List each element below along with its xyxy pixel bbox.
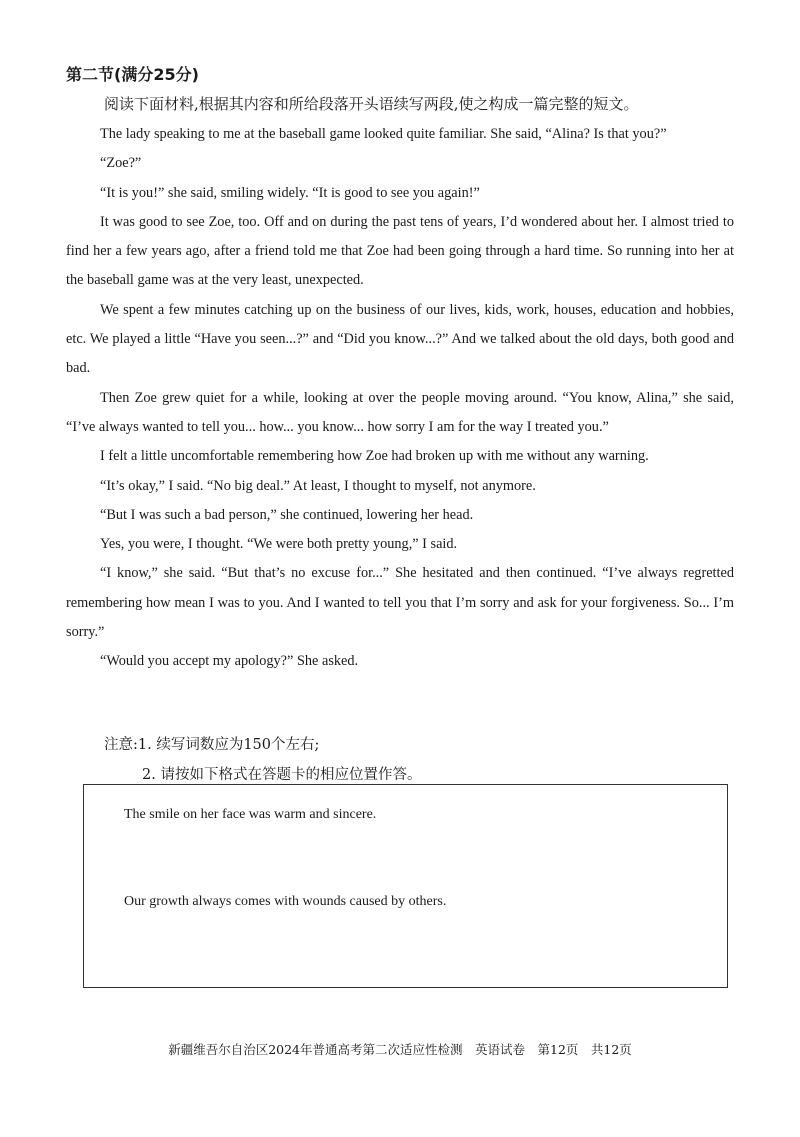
paragraph: “Zoe?” <box>100 155 142 172</box>
page-footer: 新疆维吾尔自治区2024年普通高考第二次适应性检测 英语试卷 第12页 共12页 <box>168 1042 632 1057</box>
section-title: 第二节(满分25分) <box>66 65 199 84</box>
paragraph: “It is you!” she said, smiling widely. “It is good to see you again!” <box>100 184 480 201</box>
paragraph: “Would you accept my apology?” She asked. <box>100 653 359 670</box>
note-word-count: 注意:1. 续写词数应为150个左右; <box>104 737 320 753</box>
instruction: 阅读下面材料,根据其内容和所给段落开头语续写两段,使之构成一篇完整的短文。 <box>104 95 639 113</box>
notes <box>104 730 421 790</box>
continuation-opening-2: Our growth always comes with wounds caused by others. <box>124 894 447 909</box>
paragraph: It was good to see Zoe, too. Off and on during the past tens of years, I’d wondered about her. I almost tried to find her a few years ago, after a friend told me that Zoe had been going through a hard time. So running into her at the baseball game was at the very least, unexpected. <box>66 213 734 289</box>
paragraph: “But I was such a bad person,” she continued, lowering her head. <box>100 506 474 523</box>
paragraph: Yes, you were, I thought. “We were both pretty young,” I said. <box>100 536 458 553</box>
paragraph: I felt a little uncomfortable remembering how Zoe had broken up with me without any warning. <box>100 448 649 465</box>
paragraph: Then Zoe grew quiet for a while, looking at over the people moving around. “You know, Alina,” she said, “I’ve always wanted to tell you... how... you know... how sorry I am for the way I treated you.” <box>66 389 734 435</box>
continuation-opening-1: The smile on her face was warm and sincere. <box>124 807 377 822</box>
passage <box>66 120 734 677</box>
answer-box <box>83 784 728 988</box>
paragraph: The lady speaking to me at the baseball game looked quite familiar. She said, “Alina? Is that you?” <box>100 126 667 142</box>
paragraph: We spent a few minutes catching up on the business of our lives, kids, work, houses, education and hobbies, etc. We played a little “Have you seen...?” and “Did you know...?” And we talked about the old days, both good and bad. <box>66 301 734 377</box>
paragraph: “It’s okay,” I said. “No big deal.” At least, I thought to myself, not anymore. <box>100 477 536 494</box>
note-format: 2. 请按如下格式在答题卡的相应位置作答。 <box>142 767 422 783</box>
paragraph: “I know,” she said. “But that’s no excuse for...” She hesitated and then continued. “I’ve always regretted remembering how mean I was to you. And I wanted to tell you that I’m sorry and ask for your forgiveness. So... I’m sorry.” <box>66 565 734 641</box>
